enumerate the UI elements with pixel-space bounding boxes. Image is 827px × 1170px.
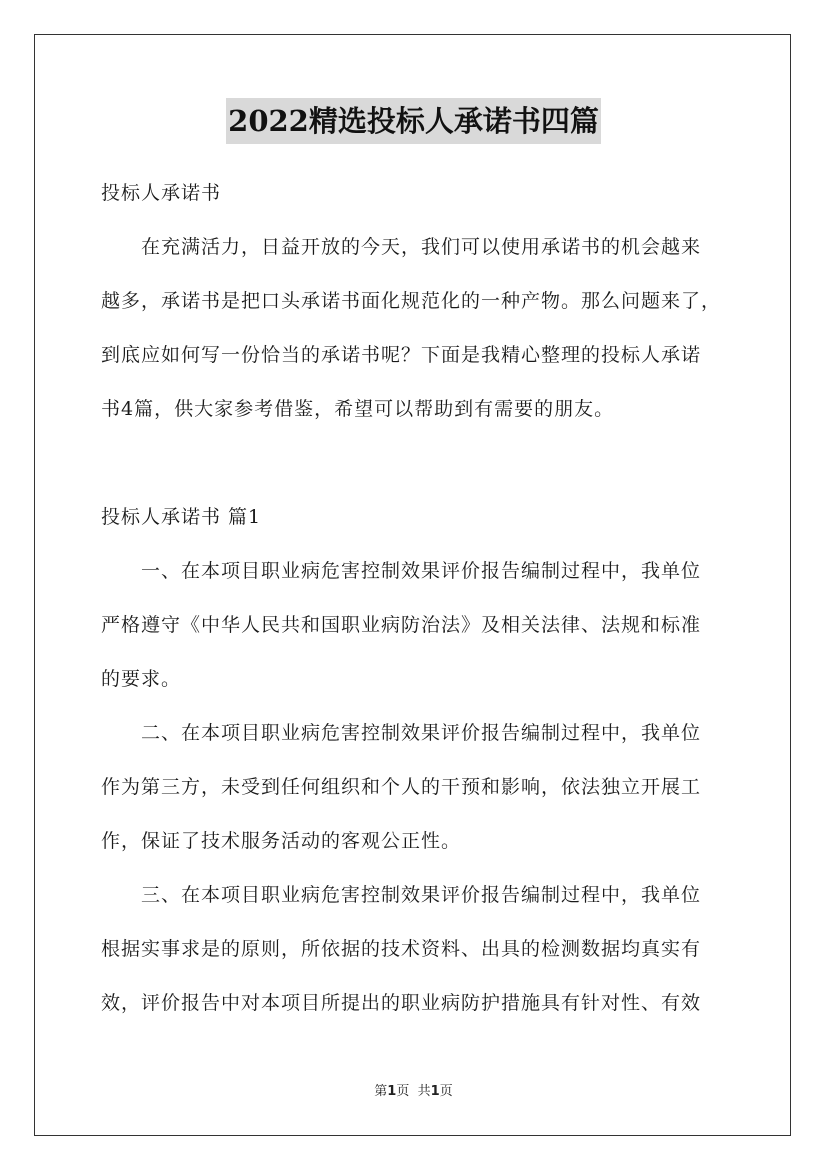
- text-line: 越多，承诺书是把口头承诺书面化规范化的一种产物。那么问题来了，: [101, 290, 722, 312]
- section-heading: 投标人承诺书 篇1: [101, 506, 262, 528]
- text-line: 一、在本项目职业病危害控制效果评价报告编制过程中，我单位: [101, 560, 702, 582]
- total-suffix: 页: [439, 1084, 453, 1099]
- page-prefix: 第: [374, 1084, 388, 1099]
- title-container: [0, 98, 827, 144]
- text-line: 在充满活力，日益开放的今天，我们可以使用承诺书的机会越来: [101, 236, 702, 258]
- text-line: 二、在本项目职业病危害控制效果评价报告编制过程中，我单位: [101, 722, 702, 744]
- text-line: 效，评价报告中对本项目所提出的职业病防护措施具有针对性、有效: [101, 992, 702, 1014]
- text-line: 三、在本项目职业病危害控制效果评价报告编制过程中，我单位: [101, 884, 702, 906]
- blank-line: [101, 450, 727, 477]
- text-line: 的要求。: [101, 668, 182, 690]
- text-line: 根据实事求是的原则，所依据的技术资料、出具的检测数据均真实有: [101, 938, 702, 960]
- document-body: [101, 175, 727, 1017]
- text-line: 到底应如何写一份恰当的承诺书呢？下面是我精心整理的投标人承诺: [101, 344, 702, 366]
- document-title: 2022精选投标人承诺书四篇: [226, 98, 601, 144]
- text-line: 书4篇，供大家参考借鉴，希望可以帮助到有需要的朋友。: [101, 398, 615, 420]
- total-pages: 1: [430, 1084, 440, 1099]
- section-heading: 投标人承诺书: [101, 182, 222, 204]
- text-line: 作为第三方，未受到任何组织和个人的干预和影响，依法独立开展工: [101, 776, 702, 798]
- text-line: 严格遵守《中华人民共和国职业病防治法》及相关法律、法规和标准: [101, 614, 702, 636]
- page-suffix: 页: [396, 1084, 410, 1099]
- total-prefix: 共: [417, 1084, 431, 1099]
- page-number: 1: [387, 1084, 397, 1099]
- text-line: 作，保证了技术服务活动的客观公正性。: [101, 830, 462, 852]
- page-footer: [0, 1083, 827, 1101]
